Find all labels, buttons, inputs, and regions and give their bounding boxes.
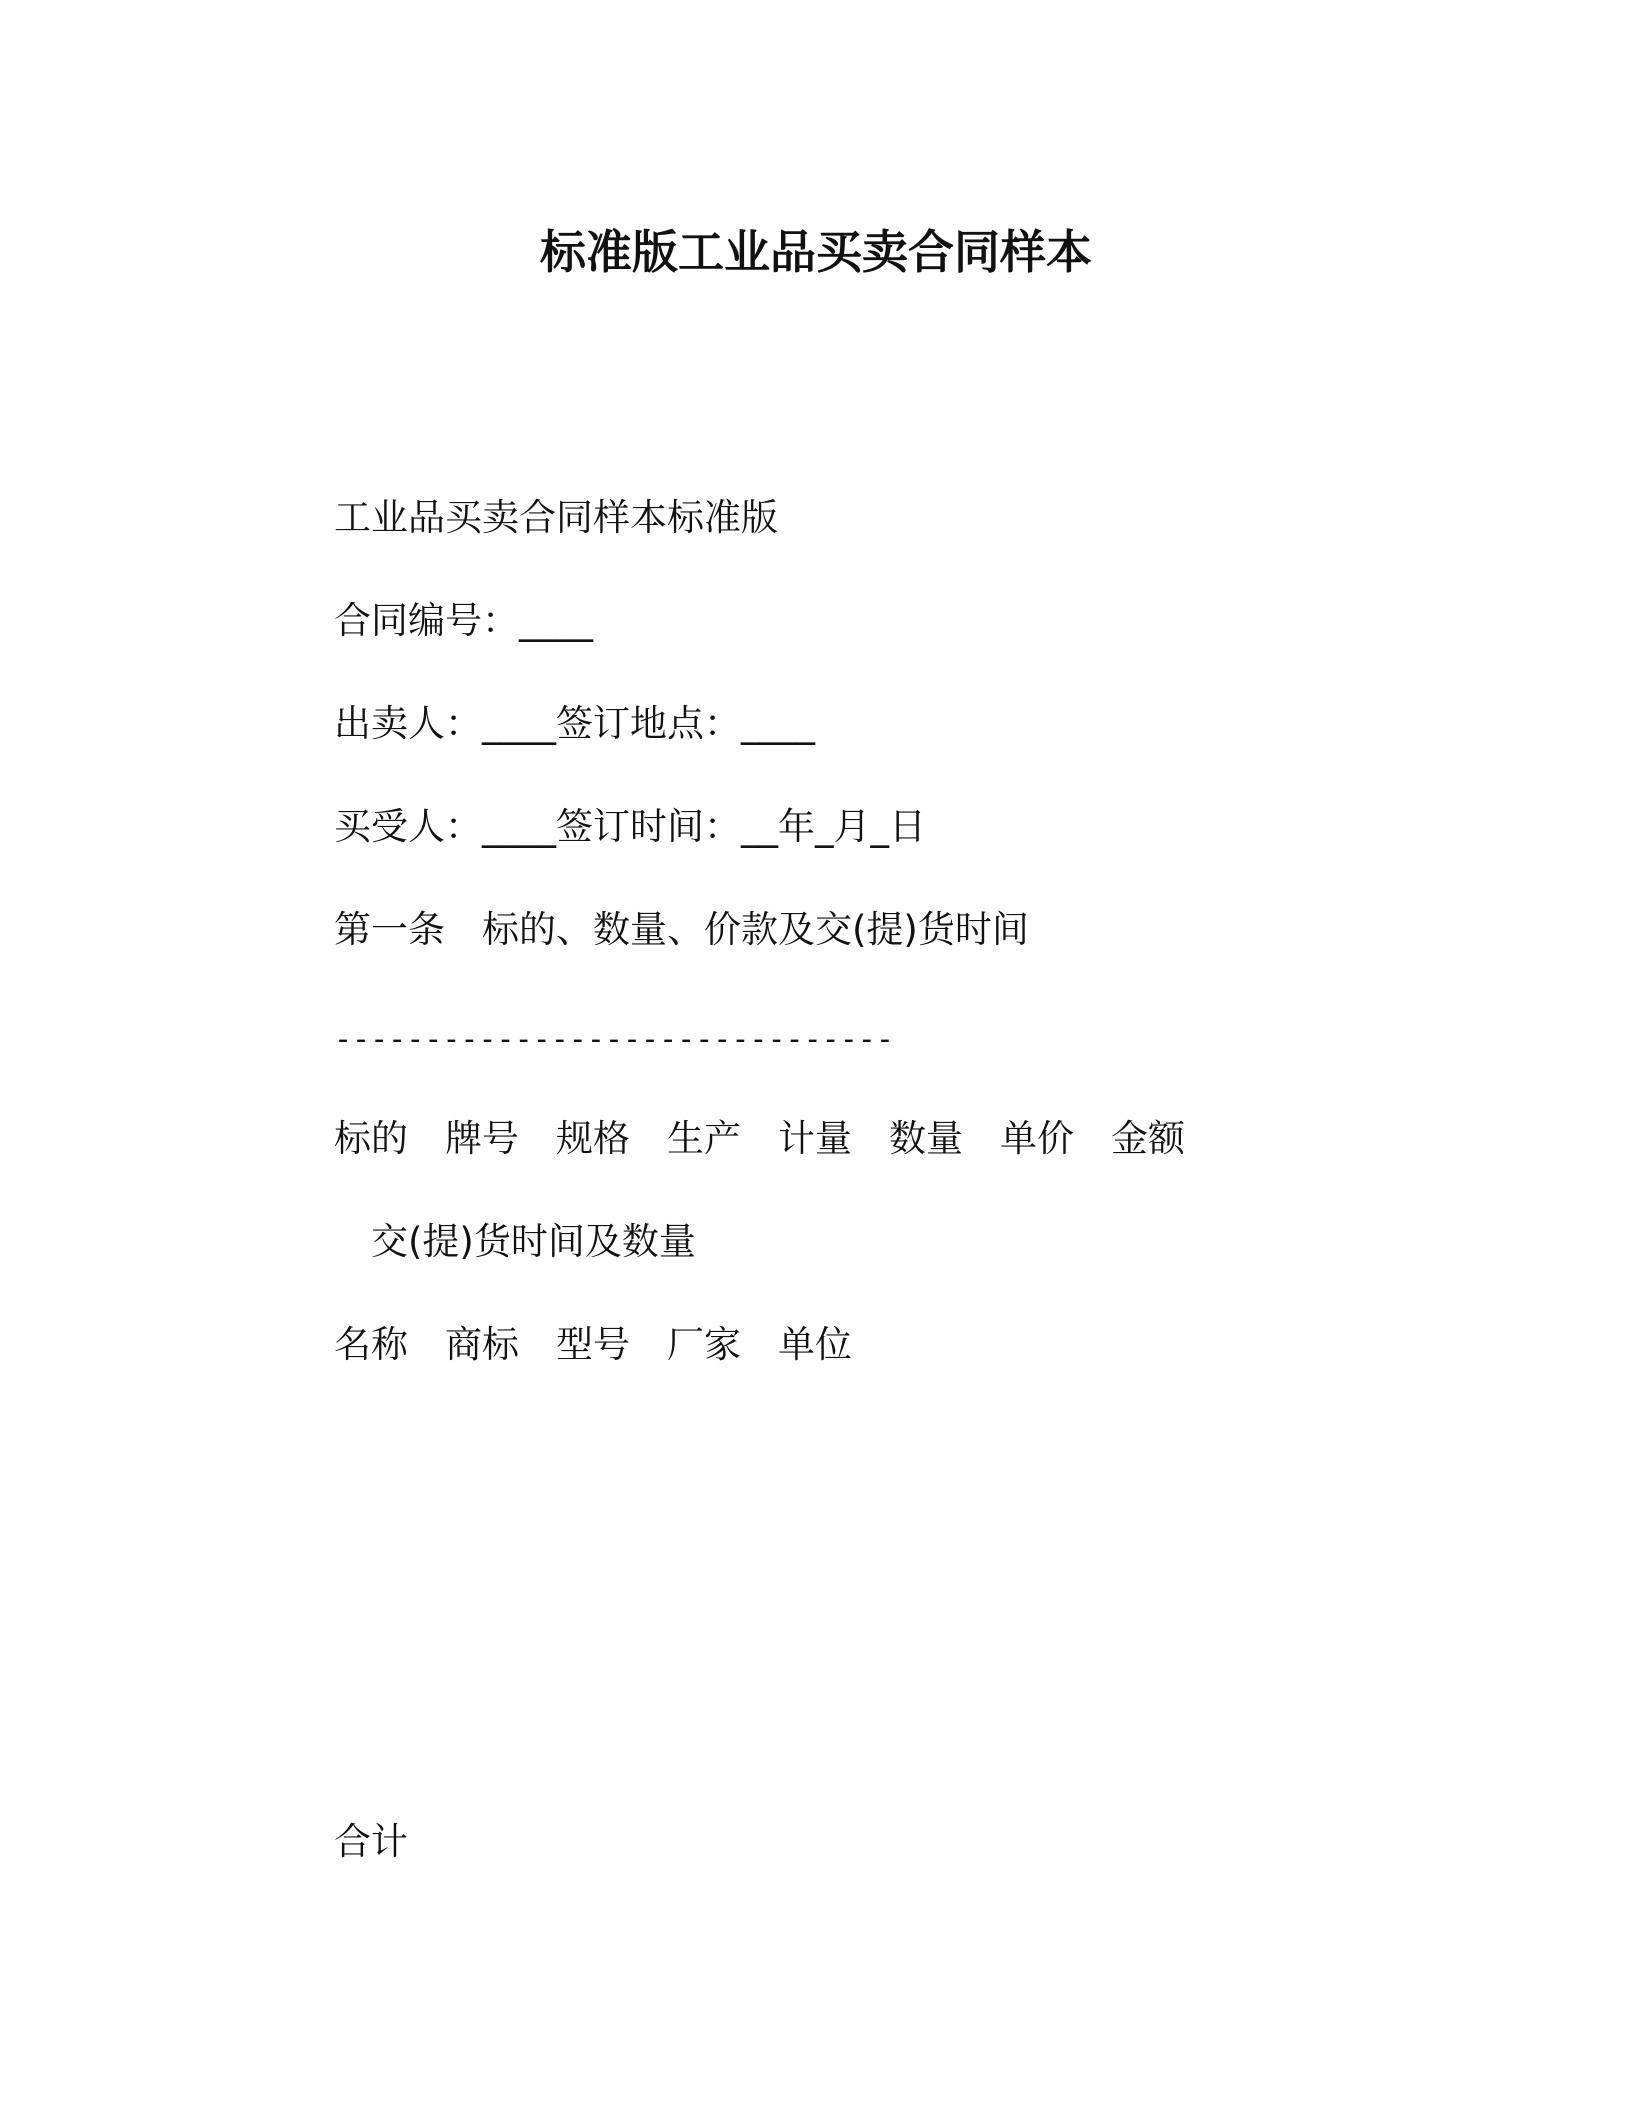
header-cell-unit-price: 单价 (1000, 1117, 1074, 1160)
header-cell-model: 型号 (556, 1323, 630, 1366)
header-cell-manufacturer: 厂家 (667, 1323, 741, 1366)
article-one-heading: 第一条 标的、数量、价款及交(提)货时间 (334, 908, 1029, 951)
header-cell-measure: 计量 (778, 1117, 852, 1160)
document-subtitle: 工业品买卖合同样本标准版 (334, 496, 778, 539)
contract-number-line: 合同编号：____ (334, 599, 593, 642)
seller-line: 出卖人：____签订地点：____ (334, 702, 815, 745)
document-title: 标准版工业品买卖合同样本 (540, 225, 1092, 279)
header-cell-name: 名称 (334, 1323, 408, 1366)
header-cell-amount: 金额 (1111, 1117, 1185, 1160)
delivery-header: 交(提)货时间及数量 (371, 1220, 696, 1263)
header-cell-brand: 牌号 (445, 1117, 519, 1160)
header-cell-quantity: 数量 (889, 1117, 963, 1160)
header-cell-spec: 规格 (556, 1117, 630, 1160)
header-cell-unit: 单位 (778, 1323, 852, 1366)
header-cell-subject: 标的 (334, 1117, 408, 1160)
header-cell-production: 生产 (667, 1117, 741, 1160)
total-label: 合计 (334, 1820, 408, 1863)
buyer-line: 买受人：____签订时间：__年_月_日 (334, 805, 926, 848)
header-cell-trademark: 商标 (445, 1323, 519, 1366)
separator-line: ------------------------------- (334, 1022, 894, 1057)
